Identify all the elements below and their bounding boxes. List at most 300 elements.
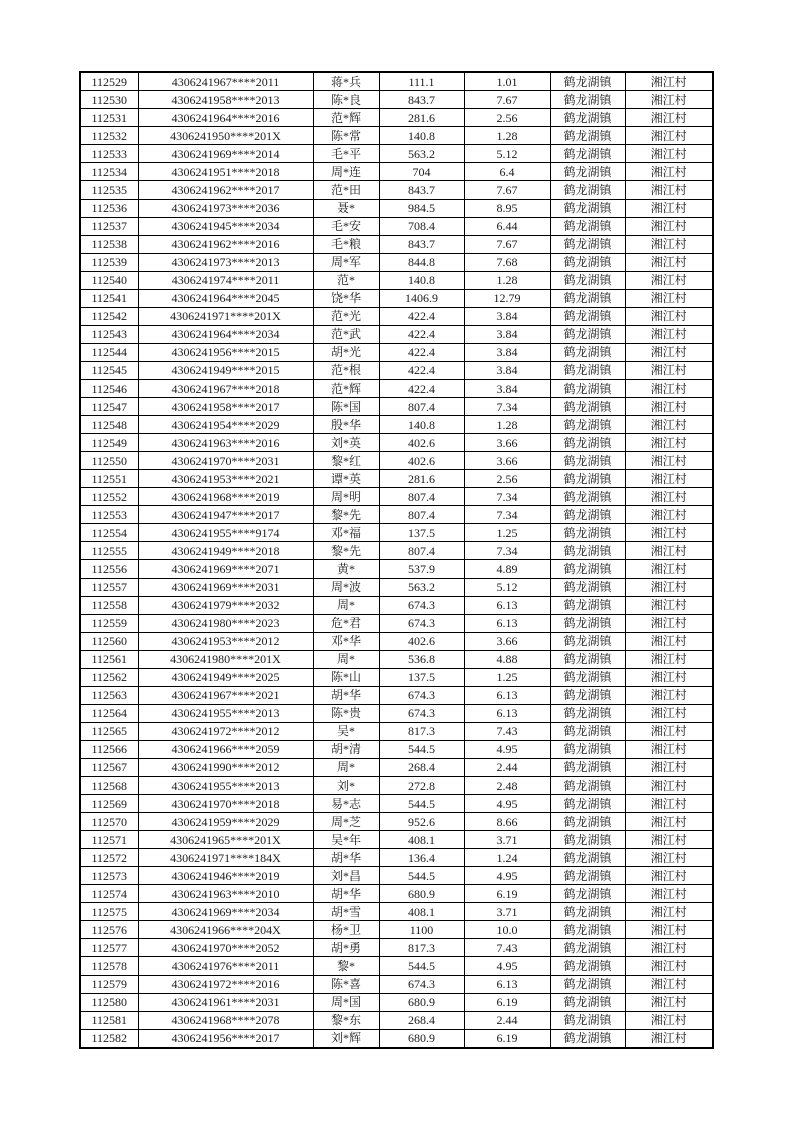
cell-rate: 1.25 bbox=[464, 524, 550, 542]
cell-serial: 112578 bbox=[80, 957, 138, 975]
cell-serial: 112560 bbox=[80, 632, 138, 650]
cell-town: 鹤龙湖镇 bbox=[550, 632, 625, 650]
cell-name: 邓*华 bbox=[313, 632, 379, 650]
cell-id-number: 4306241971****184X bbox=[138, 849, 313, 867]
cell-id-number: 4306241967****2021 bbox=[138, 686, 313, 704]
cell-town: 鹤龙湖镇 bbox=[550, 596, 625, 614]
table-row bbox=[80, 957, 713, 975]
cell-village: 湘江村 bbox=[625, 72, 713, 91]
cell-serial: 112543 bbox=[80, 325, 138, 343]
cell-name: 周* bbox=[313, 650, 379, 668]
cell-serial: 112565 bbox=[80, 722, 138, 740]
cell-id-number: 4306241955****2013 bbox=[138, 777, 313, 795]
cell-town: 鹤龙湖镇 bbox=[550, 1011, 625, 1029]
cell-amount: 544.5 bbox=[379, 957, 464, 975]
cell-id-number: 4306241973****2013 bbox=[138, 253, 313, 271]
table-row bbox=[80, 307, 713, 325]
cell-id-number: 4306241949****2018 bbox=[138, 542, 313, 560]
cell-id-number: 4306241950****201X bbox=[138, 127, 313, 145]
cell-serial: 112535 bbox=[80, 181, 138, 199]
table-row bbox=[80, 939, 713, 957]
cell-town: 鹤龙湖镇 bbox=[550, 777, 625, 795]
cell-name: 胡*雪 bbox=[313, 903, 379, 921]
cell-village: 湘江村 bbox=[625, 307, 713, 325]
cell-id-number: 4306241966****204X bbox=[138, 921, 313, 939]
cell-village: 湘江村 bbox=[625, 777, 713, 795]
table-row bbox=[80, 560, 713, 578]
cell-village: 湘江村 bbox=[625, 740, 713, 758]
cell-serial: 112582 bbox=[80, 1029, 138, 1048]
cell-village: 湘江村 bbox=[625, 614, 713, 632]
cell-name: 胡*华 bbox=[313, 849, 379, 867]
cell-amount: 402.6 bbox=[379, 434, 464, 452]
table-row bbox=[80, 488, 713, 506]
cell-name: 范*田 bbox=[313, 181, 379, 199]
cell-id-number: 4306241955****2013 bbox=[138, 704, 313, 722]
cell-rate: 7.34 bbox=[464, 506, 550, 524]
cell-amount: 843.7 bbox=[379, 91, 464, 109]
cell-village: 湘江村 bbox=[625, 506, 713, 524]
table-row bbox=[80, 470, 713, 488]
cell-village: 湘江村 bbox=[625, 686, 713, 704]
cell-village: 湘江村 bbox=[625, 109, 713, 127]
cell-village: 湘江村 bbox=[625, 91, 713, 109]
cell-serial: 112536 bbox=[80, 199, 138, 217]
table-row bbox=[80, 361, 713, 379]
cell-serial: 112559 bbox=[80, 614, 138, 632]
cell-town: 鹤龙湖镇 bbox=[550, 434, 625, 452]
table-row bbox=[80, 253, 713, 271]
cell-serial: 112555 bbox=[80, 542, 138, 560]
cell-town: 鹤龙湖镇 bbox=[550, 831, 625, 849]
cell-village: 湘江村 bbox=[625, 903, 713, 921]
table-row bbox=[80, 1029, 713, 1048]
cell-amount: 807.4 bbox=[379, 506, 464, 524]
cell-amount: 111.1 bbox=[379, 72, 464, 91]
table-row bbox=[80, 235, 713, 253]
cell-id-number: 4306241966****2059 bbox=[138, 740, 313, 758]
cell-rate: 2.44 bbox=[464, 1011, 550, 1029]
cell-name: 刘*英 bbox=[313, 434, 379, 452]
cell-rate: 6.19 bbox=[464, 993, 550, 1011]
cell-id-number: 4306241958****2017 bbox=[138, 398, 313, 416]
cell-name: 饶*华 bbox=[313, 289, 379, 307]
cell-id-number: 4306241967****2011 bbox=[138, 72, 313, 91]
cell-serial: 112531 bbox=[80, 109, 138, 127]
table-row bbox=[80, 722, 713, 740]
cell-id-number: 4306241962****2017 bbox=[138, 181, 313, 199]
cell-name: 杨*卫 bbox=[313, 921, 379, 939]
cell-amount: 408.1 bbox=[379, 831, 464, 849]
cell-town: 鹤龙湖镇 bbox=[550, 578, 625, 596]
cell-amount: 843.7 bbox=[379, 181, 464, 199]
cell-rate: 3.84 bbox=[464, 307, 550, 325]
cell-town: 鹤龙湖镇 bbox=[550, 650, 625, 668]
table-row bbox=[80, 596, 713, 614]
cell-village: 湘江村 bbox=[625, 145, 713, 163]
cell-id-number: 4306241949****2015 bbox=[138, 361, 313, 379]
cell-serial: 112579 bbox=[80, 975, 138, 993]
cell-amount: 422.4 bbox=[379, 325, 464, 343]
cell-rate: 4.88 bbox=[464, 650, 550, 668]
cell-name: 周*军 bbox=[313, 253, 379, 271]
cell-rate: 6.13 bbox=[464, 614, 550, 632]
cell-rate: 4.89 bbox=[464, 560, 550, 578]
cell-name: 邓*福 bbox=[313, 524, 379, 542]
cell-village: 湘江村 bbox=[625, 542, 713, 560]
cell-amount: 544.5 bbox=[379, 795, 464, 813]
cell-town: 鹤龙湖镇 bbox=[550, 253, 625, 271]
cell-village: 湘江村 bbox=[625, 199, 713, 217]
cell-amount: 563.2 bbox=[379, 578, 464, 596]
cell-town: 鹤龙湖镇 bbox=[550, 795, 625, 813]
cell-serial: 112572 bbox=[80, 849, 138, 867]
cell-town: 鹤龙湖镇 bbox=[550, 199, 625, 217]
cell-amount: 402.6 bbox=[379, 632, 464, 650]
table-row bbox=[80, 416, 713, 434]
cell-serial: 112545 bbox=[80, 361, 138, 379]
cell-name: 胡*华 bbox=[313, 686, 379, 704]
cell-serial: 112568 bbox=[80, 777, 138, 795]
cell-serial: 112558 bbox=[80, 596, 138, 614]
table-row bbox=[80, 921, 713, 939]
cell-village: 湘江村 bbox=[625, 668, 713, 686]
table-row bbox=[80, 885, 713, 903]
table-row bbox=[80, 127, 713, 145]
cell-amount: 680.9 bbox=[379, 993, 464, 1011]
table-row bbox=[80, 199, 713, 217]
cell-serial: 112537 bbox=[80, 217, 138, 235]
cell-serial: 112570 bbox=[80, 813, 138, 831]
cell-id-number: 4306241969****2034 bbox=[138, 903, 313, 921]
table-row bbox=[80, 758, 713, 776]
cell-amount: 984.5 bbox=[379, 199, 464, 217]
cell-amount: 674.3 bbox=[379, 614, 464, 632]
cell-town: 鹤龙湖镇 bbox=[550, 903, 625, 921]
cell-serial: 112562 bbox=[80, 668, 138, 686]
cell-id-number: 4306241959****2029 bbox=[138, 813, 313, 831]
cell-town: 鹤龙湖镇 bbox=[550, 145, 625, 163]
cell-id-number: 4306241964****2016 bbox=[138, 109, 313, 127]
cell-name: 殷*华 bbox=[313, 416, 379, 434]
cell-amount: 272.8 bbox=[379, 777, 464, 795]
cell-rate: 6.19 bbox=[464, 885, 550, 903]
cell-serial: 112571 bbox=[80, 831, 138, 849]
cell-name: 周* bbox=[313, 758, 379, 776]
cell-rate: 7.67 bbox=[464, 235, 550, 253]
cell-village: 湘江村 bbox=[625, 578, 713, 596]
table-row bbox=[80, 109, 713, 127]
cell-id-number: 4306241968****2019 bbox=[138, 488, 313, 506]
cell-town: 鹤龙湖镇 bbox=[550, 542, 625, 560]
cell-id-number: 4306241953****2012 bbox=[138, 632, 313, 650]
cell-town: 鹤龙湖镇 bbox=[550, 398, 625, 416]
cell-village: 湘江村 bbox=[625, 488, 713, 506]
cell-town: 鹤龙湖镇 bbox=[550, 289, 625, 307]
cell-village: 湘江村 bbox=[625, 253, 713, 271]
table-row bbox=[80, 686, 713, 704]
cell-rate: 4.95 bbox=[464, 740, 550, 758]
cell-serial: 112544 bbox=[80, 343, 138, 361]
cell-town: 鹤龙湖镇 bbox=[550, 416, 625, 434]
table-row bbox=[80, 795, 713, 813]
table-row bbox=[80, 181, 713, 199]
cell-rate: 3.66 bbox=[464, 434, 550, 452]
table-row bbox=[80, 849, 713, 867]
cell-amount: 140.8 bbox=[379, 416, 464, 434]
cell-rate: 4.95 bbox=[464, 795, 550, 813]
records-table bbox=[79, 71, 714, 1049]
cell-town: 鹤龙湖镇 bbox=[550, 181, 625, 199]
cell-village: 湘江村 bbox=[625, 758, 713, 776]
cell-name: 胡*华 bbox=[313, 885, 379, 903]
cell-name: 刘*辉 bbox=[313, 1029, 379, 1048]
cell-name: 刘*昌 bbox=[313, 867, 379, 885]
cell-village: 湘江村 bbox=[625, 127, 713, 145]
cell-village: 湘江村 bbox=[625, 722, 713, 740]
cell-serial: 112551 bbox=[80, 470, 138, 488]
table-row bbox=[80, 289, 713, 307]
cell-town: 鹤龙湖镇 bbox=[550, 957, 625, 975]
cell-town: 鹤龙湖镇 bbox=[550, 758, 625, 776]
cell-name: 陈*良 bbox=[313, 91, 379, 109]
cell-rate: 6.13 bbox=[464, 704, 550, 722]
cell-rate: 6.19 bbox=[464, 1029, 550, 1048]
cell-town: 鹤龙湖镇 bbox=[550, 614, 625, 632]
cell-amount: 708.4 bbox=[379, 217, 464, 235]
cell-id-number: 4306241979****2032 bbox=[138, 596, 313, 614]
cell-amount: 544.5 bbox=[379, 867, 464, 885]
table-row bbox=[80, 867, 713, 885]
cell-amount: 422.4 bbox=[379, 307, 464, 325]
cell-rate: 3.66 bbox=[464, 452, 550, 470]
table-row bbox=[80, 217, 713, 235]
table-row bbox=[80, 740, 713, 758]
cell-serial: 112581 bbox=[80, 1011, 138, 1029]
cell-village: 湘江村 bbox=[625, 434, 713, 452]
cell-town: 鹤龙湖镇 bbox=[550, 524, 625, 542]
cell-serial: 112529 bbox=[80, 72, 138, 91]
cell-name: 谭*英 bbox=[313, 470, 379, 488]
cell-amount: 140.8 bbox=[379, 127, 464, 145]
cell-serial: 112574 bbox=[80, 885, 138, 903]
cell-village: 湘江村 bbox=[625, 361, 713, 379]
cell-serial: 112541 bbox=[80, 289, 138, 307]
cell-village: 湘江村 bbox=[625, 343, 713, 361]
cell-town: 鹤龙湖镇 bbox=[550, 271, 625, 289]
cell-id-number: 4306241954****2029 bbox=[138, 416, 313, 434]
cell-name: 危*君 bbox=[313, 614, 379, 632]
table-row bbox=[80, 993, 713, 1011]
cell-serial: 112534 bbox=[80, 163, 138, 181]
cell-village: 湘江村 bbox=[625, 831, 713, 849]
cell-id-number: 4306241946****2019 bbox=[138, 867, 313, 885]
cell-rate: 1.28 bbox=[464, 127, 550, 145]
cell-name: 吴* bbox=[313, 722, 379, 740]
cell-amount: 1100 bbox=[379, 921, 464, 939]
cell-amount: 843.7 bbox=[379, 235, 464, 253]
cell-id-number: 4306241970****2018 bbox=[138, 795, 313, 813]
cell-town: 鹤龙湖镇 bbox=[550, 921, 625, 939]
table-row bbox=[80, 398, 713, 416]
cell-village: 湘江村 bbox=[625, 993, 713, 1011]
cell-amount: 136.4 bbox=[379, 849, 464, 867]
cell-serial: 112530 bbox=[80, 91, 138, 109]
table-row bbox=[80, 343, 713, 361]
cell-village: 湘江村 bbox=[625, 1029, 713, 1048]
cell-serial: 112549 bbox=[80, 434, 138, 452]
cell-village: 湘江村 bbox=[625, 704, 713, 722]
records-tbody bbox=[80, 72, 713, 1048]
cell-amount: 537.9 bbox=[379, 560, 464, 578]
cell-serial: 112580 bbox=[80, 993, 138, 1011]
cell-rate: 2.56 bbox=[464, 470, 550, 488]
cell-amount: 704 bbox=[379, 163, 464, 181]
cell-amount: 140.8 bbox=[379, 271, 464, 289]
cell-name: 范*武 bbox=[313, 325, 379, 343]
cell-name: 胡*勇 bbox=[313, 939, 379, 957]
cell-village: 湘江村 bbox=[625, 452, 713, 470]
cell-serial: 112564 bbox=[80, 704, 138, 722]
cell-village: 湘江村 bbox=[625, 1011, 713, 1029]
table-row bbox=[80, 379, 713, 397]
cell-amount: 807.4 bbox=[379, 398, 464, 416]
cell-town: 鹤龙湖镇 bbox=[550, 506, 625, 524]
cell-rate: 1.24 bbox=[464, 849, 550, 867]
cell-id-number: 4306241972****2012 bbox=[138, 722, 313, 740]
cell-name: 胡*清 bbox=[313, 740, 379, 758]
cell-serial: 112573 bbox=[80, 867, 138, 885]
cell-id-number: 4306241976****2011 bbox=[138, 957, 313, 975]
cell-rate: 8.95 bbox=[464, 199, 550, 217]
cell-amount: 544.5 bbox=[379, 740, 464, 758]
cell-id-number: 4306241963****2016 bbox=[138, 434, 313, 452]
cell-village: 湘江村 bbox=[625, 975, 713, 993]
cell-town: 鹤龙湖镇 bbox=[550, 452, 625, 470]
cell-rate: 1.28 bbox=[464, 416, 550, 434]
cell-town: 鹤龙湖镇 bbox=[550, 307, 625, 325]
cell-id-number: 4306241955****9174 bbox=[138, 524, 313, 542]
cell-town: 鹤龙湖镇 bbox=[550, 560, 625, 578]
cell-id-number: 4306241973****2036 bbox=[138, 199, 313, 217]
table-row bbox=[80, 650, 713, 668]
cell-serial: 112538 bbox=[80, 235, 138, 253]
cell-amount: 680.9 bbox=[379, 885, 464, 903]
cell-amount: 536.8 bbox=[379, 650, 464, 668]
cell-name: 黎*东 bbox=[313, 1011, 379, 1029]
cell-name: 陈*国 bbox=[313, 398, 379, 416]
cell-rate: 8.66 bbox=[464, 813, 550, 831]
cell-town: 鹤龙湖镇 bbox=[550, 379, 625, 397]
cell-id-number: 4306241972****2016 bbox=[138, 975, 313, 993]
cell-town: 鹤龙湖镇 bbox=[550, 686, 625, 704]
cell-id-number: 4306241949****2025 bbox=[138, 668, 313, 686]
cell-name: 周* bbox=[313, 596, 379, 614]
table-row bbox=[80, 271, 713, 289]
table-row bbox=[80, 325, 713, 343]
table-row bbox=[80, 777, 713, 795]
cell-name: 黄* bbox=[313, 560, 379, 578]
cell-serial: 112566 bbox=[80, 740, 138, 758]
cell-serial: 112577 bbox=[80, 939, 138, 957]
cell-rate: 1.28 bbox=[464, 271, 550, 289]
cell-rate: 6.13 bbox=[464, 686, 550, 704]
cell-amount: 268.4 bbox=[379, 758, 464, 776]
cell-amount: 844.8 bbox=[379, 253, 464, 271]
cell-village: 湘江村 bbox=[625, 217, 713, 235]
cell-town: 鹤龙湖镇 bbox=[550, 975, 625, 993]
cell-amount: 137.5 bbox=[379, 524, 464, 542]
cell-id-number: 4306241970****2052 bbox=[138, 939, 313, 957]
cell-town: 鹤龙湖镇 bbox=[550, 993, 625, 1011]
cell-village: 湘江村 bbox=[625, 325, 713, 343]
cell-town: 鹤龙湖镇 bbox=[550, 163, 625, 181]
table-row bbox=[80, 506, 713, 524]
cell-serial: 112548 bbox=[80, 416, 138, 434]
cell-town: 鹤龙湖镇 bbox=[550, 361, 625, 379]
cell-name: 聂* bbox=[313, 199, 379, 217]
cell-rate: 12.79 bbox=[464, 289, 550, 307]
table-row bbox=[80, 452, 713, 470]
cell-town: 鹤龙湖镇 bbox=[550, 343, 625, 361]
cell-id-number: 4306241947****2017 bbox=[138, 506, 313, 524]
cell-village: 湘江村 bbox=[625, 181, 713, 199]
cell-village: 湘江村 bbox=[625, 379, 713, 397]
cell-name: 毛*安 bbox=[313, 217, 379, 235]
cell-rate: 3.84 bbox=[464, 325, 550, 343]
cell-rate: 7.68 bbox=[464, 253, 550, 271]
cell-village: 湘江村 bbox=[625, 289, 713, 307]
cell-serial: 112539 bbox=[80, 253, 138, 271]
cell-name: 范*辉 bbox=[313, 379, 379, 397]
cell-amount: 674.3 bbox=[379, 596, 464, 614]
cell-name: 周*芝 bbox=[313, 813, 379, 831]
cell-id-number: 4306241974****2011 bbox=[138, 271, 313, 289]
cell-town: 鹤龙湖镇 bbox=[550, 813, 625, 831]
cell-town: 鹤龙湖镇 bbox=[550, 849, 625, 867]
cell-rate: 2.48 bbox=[464, 777, 550, 795]
cell-amount: 563.2 bbox=[379, 145, 464, 163]
cell-serial: 112569 bbox=[80, 795, 138, 813]
cell-rate: 7.67 bbox=[464, 181, 550, 199]
cell-name: 黎*红 bbox=[313, 452, 379, 470]
cell-name: 胡*光 bbox=[313, 343, 379, 361]
cell-rate: 2.56 bbox=[464, 109, 550, 127]
cell-rate: 5.12 bbox=[464, 145, 550, 163]
cell-serial: 112546 bbox=[80, 379, 138, 397]
cell-amount: 268.4 bbox=[379, 1011, 464, 1029]
table-row bbox=[80, 831, 713, 849]
cell-rate: 7.34 bbox=[464, 398, 550, 416]
cell-id-number: 4306241971****201X bbox=[138, 307, 313, 325]
cell-amount: 674.3 bbox=[379, 686, 464, 704]
cell-name: 范*光 bbox=[313, 307, 379, 325]
cell-name: 周*连 bbox=[313, 163, 379, 181]
cell-amount: 807.4 bbox=[379, 542, 464, 560]
cell-rate: 6.44 bbox=[464, 217, 550, 235]
cell-rate: 7.43 bbox=[464, 939, 550, 957]
cell-serial: 112556 bbox=[80, 560, 138, 578]
cell-id-number: 4306241962****2016 bbox=[138, 235, 313, 253]
table-row bbox=[80, 542, 713, 560]
cell-town: 鹤龙湖镇 bbox=[550, 470, 625, 488]
cell-name: 周*明 bbox=[313, 488, 379, 506]
cell-town: 鹤龙湖镇 bbox=[550, 217, 625, 235]
cell-village: 湘江村 bbox=[625, 271, 713, 289]
cell-village: 湘江村 bbox=[625, 398, 713, 416]
cell-rate: 5.12 bbox=[464, 578, 550, 596]
table-row bbox=[80, 91, 713, 109]
